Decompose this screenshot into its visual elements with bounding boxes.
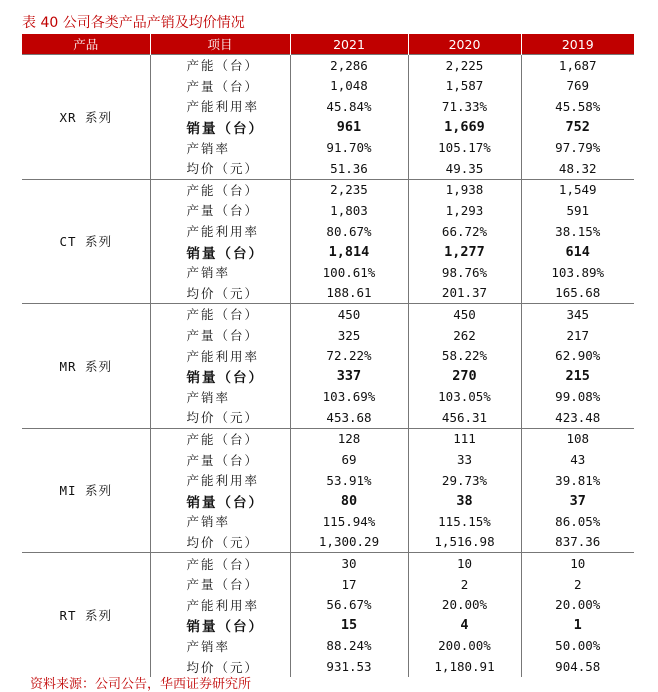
metric-label: 产能（台） [150,179,290,200]
header-item: 项目 [150,34,290,55]
value-cell: 1,687 [521,55,634,76]
value-cell: 423.48 [521,407,634,428]
metric-label: 产能利用率 [186,473,260,489]
value-cell: 165.68 [521,283,634,304]
metric-label: 销量（台） [186,370,264,387]
table-row [22,55,634,76]
metric-label: 产销率 [186,389,231,405]
value-cell: 10 [521,553,634,574]
metric-label: 产能（台） [150,553,290,574]
header-2019: 2019 [521,34,634,55]
table-row [22,304,634,325]
value-cell: 1,048 [290,76,408,97]
value-cell: 99.08% [521,387,634,408]
metric-label: 产能利用率 [186,99,260,115]
metric-label: 产销率 [186,265,231,281]
value-cell: 752 [521,117,634,138]
value-cell: 345 [521,304,634,325]
metric-label: 产量（台） [186,78,260,94]
value-cell: 614 [521,241,634,262]
header-product: 产品 [22,34,150,55]
table-row [22,428,634,449]
value-cell: 30 [290,553,408,574]
value-cell: 215 [521,366,634,387]
value-cell: 1,803 [290,200,408,221]
value-cell: 15 [290,615,408,636]
value-cell: 1 [521,615,634,636]
product-group-label: CT 系列 [22,179,150,304]
value-cell: 62.90% [521,345,634,366]
value-cell: 80.67% [290,221,408,242]
metric-label: 均价（元） [186,659,260,675]
metric-label: 销量（台） [186,121,264,138]
value-cell: 4 [408,615,521,636]
header-2020: 2020 [408,34,521,55]
metric-label: 产能（台） [150,304,290,325]
metric-label: 产能利用率 [186,348,260,364]
value-cell: 270 [408,366,521,387]
value-cell: 2 [408,574,521,595]
product-sales-table [22,34,634,677]
value-cell: 1,587 [408,76,521,97]
metric-label: 产能（台） [150,428,290,449]
metric-label: 均价（元） [186,534,260,550]
value-cell: 217 [521,325,634,346]
value-cell: 20.00% [521,594,634,615]
value-cell: 66.72% [408,221,521,242]
metric-label: 产量（台） [186,328,260,344]
value-cell: 48.32 [521,158,634,179]
value-cell: 1,938 [408,179,521,200]
value-cell: 103.69% [290,387,408,408]
value-cell: 45.84% [290,96,408,117]
metric-label: 产能（台） [150,55,290,76]
value-cell: 904.58 [521,656,634,677]
metric-label: 均价（元） [186,285,260,301]
value-cell: 961 [290,117,408,138]
value-cell: 453.68 [290,407,408,428]
value-cell: 769 [521,76,634,97]
metric-label: 销量（台） [186,619,264,636]
value-cell: 188.61 [290,283,408,304]
value-cell: 50.00% [521,636,634,657]
value-cell: 39.81% [521,470,634,491]
value-cell: 1,669 [408,117,521,138]
value-cell: 58.22% [408,345,521,366]
value-cell: 45.58% [521,96,634,117]
value-cell: 1,814 [290,241,408,262]
value-cell: 43 [521,449,634,470]
value-cell: 262 [408,325,521,346]
metric-label: 销量（台） [186,245,264,262]
metric-label: 产量（台） [186,203,260,219]
metric-label: 均价（元） [186,410,260,426]
value-cell: 98.76% [408,262,521,283]
value-cell: 53.91% [290,470,408,491]
value-cell: 103.89% [521,262,634,283]
value-cell: 80 [290,490,408,511]
table-row [22,179,634,200]
value-cell: 111 [408,428,521,449]
metric-label: 产能利用率 [186,224,260,240]
value-cell: 37 [521,490,634,511]
value-cell: 2,225 [408,55,521,76]
value-cell: 97.79% [521,137,634,158]
value-cell: 931.53 [290,656,408,677]
product-group-label: RT 系列 [22,553,150,677]
source-note: 资料来源：公司公告，华西证券研究所 [30,677,252,692]
value-cell: 56.67% [290,594,408,615]
value-cell: 456.31 [408,407,521,428]
value-cell: 72.22% [290,345,408,366]
table-body [22,55,634,677]
value-cell: 29.73% [408,470,521,491]
product-group-label: MI 系列 [22,428,150,553]
value-cell: 108 [521,428,634,449]
metric-label: 产销率 [186,140,231,156]
value-cell: 38 [408,490,521,511]
value-cell: 51.36 [290,158,408,179]
value-cell: 2,286 [290,55,408,76]
value-cell: 86.05% [521,511,634,532]
value-cell: 100.61% [290,262,408,283]
metric-label: 产销率 [186,638,231,654]
metric-label: 产量（台） [186,577,260,593]
value-cell: 591 [521,200,634,221]
value-cell: 91.70% [290,137,408,158]
value-cell: 2,235 [290,179,408,200]
header-row [22,34,634,55]
metric-label: 产量（台） [186,452,260,468]
value-cell: 103.05% [408,387,521,408]
value-cell: 2 [521,574,634,595]
value-cell: 450 [408,304,521,325]
metric-label: 均价（元） [186,161,260,177]
value-cell: 20.00% [408,594,521,615]
product-group-label: XR 系列 [22,55,150,180]
value-cell: 49.35 [408,158,521,179]
metric-label: 产能利用率 [186,597,260,613]
header-2021: 2021 [290,34,408,55]
value-cell: 71.33% [408,96,521,117]
value-cell: 450 [290,304,408,325]
value-cell: 837.36 [521,532,634,553]
product-group-label: MR 系列 [22,304,150,429]
value-cell: 337 [290,366,408,387]
value-cell: 1,516.98 [408,532,521,553]
value-cell: 1,277 [408,241,521,262]
value-cell: 128 [290,428,408,449]
metric-label: 销量（台） [186,494,264,511]
value-cell: 115.15% [408,511,521,532]
value-cell: 1,549 [521,179,634,200]
value-cell: 38.15% [521,221,634,242]
value-cell: 17 [290,574,408,595]
value-cell: 33 [408,449,521,470]
value-cell: 1,180.91 [408,656,521,677]
value-cell: 105.17% [408,137,521,158]
table-title: 表 40 公司各类产品产销及均价情况 [22,15,245,31]
value-cell: 1,293 [408,200,521,221]
value-cell: 10 [408,553,521,574]
value-cell: 201.37 [408,283,521,304]
value-cell: 200.00% [408,636,521,657]
value-cell: 1,300.29 [290,532,408,553]
value-cell: 69 [290,449,408,470]
table-row [22,553,634,574]
value-cell: 115.94% [290,511,408,532]
metric-label: 产销率 [186,514,231,530]
value-cell: 88.24% [290,636,408,657]
value-cell: 325 [290,325,408,346]
